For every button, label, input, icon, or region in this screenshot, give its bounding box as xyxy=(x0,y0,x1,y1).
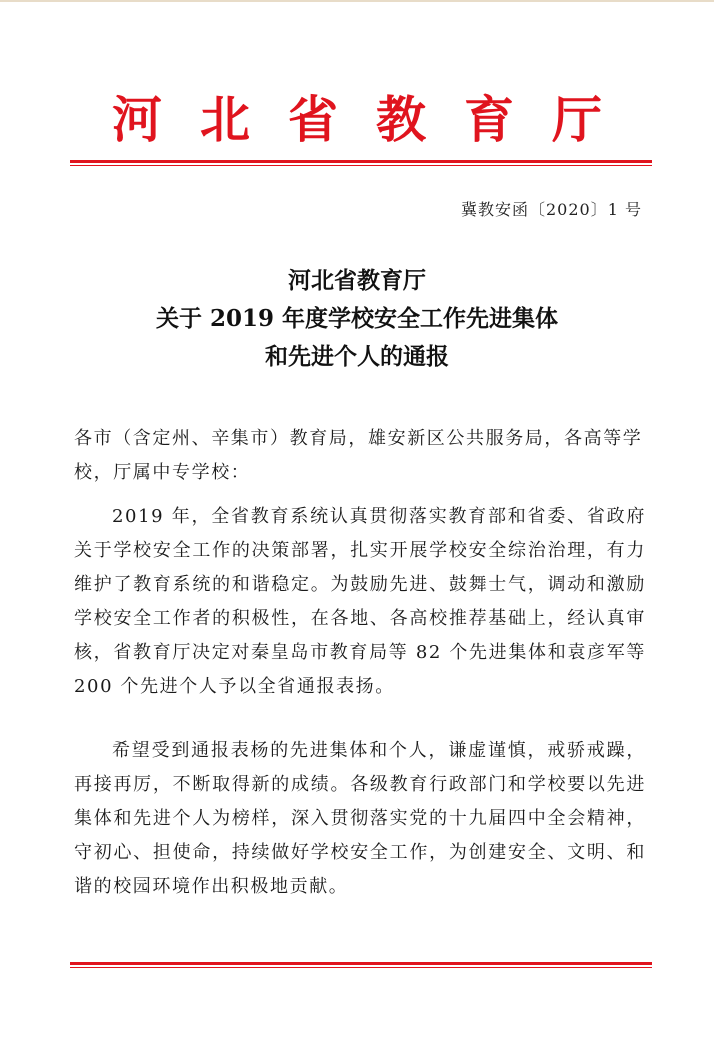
document-title-line-2: 关于 2019 年度学校安全工作先进集体 xyxy=(155,305,559,332)
body-paragraph-2: 希望受到通报表杨的先进集体和个人，谦虚谨慎，戒骄戒躁，再接再厉，不断取得新的成绩。各级教育行政部门和学校要以先进集体和先进个人为榜样，深入贯彻落实党的十九届四中全会精神，守初心、担使命，持续做好学校安全工作，为创建安全、文明、和谐的校园环境作出积极地贡献。 xyxy=(74,740,646,897)
document-number: 冀教安函〔2020〕1 号 xyxy=(461,200,642,219)
footer-rule-thick xyxy=(70,962,652,965)
document-title xyxy=(0,262,714,376)
letterhead-rule-thin xyxy=(70,165,652,166)
footer-rule-thin xyxy=(70,967,652,968)
body-paragraph-1: 2019 年，全省教育系统认真贯彻落实教育部和省委、省政府关于学校安全工作的决策部署，扎实开展学校安全综治治理，有力维护了教育系统的和谐稳定。为鼓励先进、鼓舞士气，调动和激励学校安全工作者的积极性，在各地、各高校推荐基础上，经认真审核，省教育厅决定对秦皇岛市教育局等 82 个先进集体和袁彦军等 200 个先进个人予以全省通报表扬。 xyxy=(74,506,646,697)
letterhead-title: 河北省教育厅 xyxy=(112,90,640,149)
page-top-edge xyxy=(0,0,714,2)
letterhead-rule-thick xyxy=(70,160,652,163)
document-title-line-3: 和先进个人的通报 xyxy=(265,343,449,370)
document-title-line-1: 河北省教育厅 xyxy=(288,267,426,294)
salutation: 各市（含定州、辛集市）教育局，雄安新区公共服务局，各高等学校，厅属中专学校： xyxy=(74,428,643,483)
